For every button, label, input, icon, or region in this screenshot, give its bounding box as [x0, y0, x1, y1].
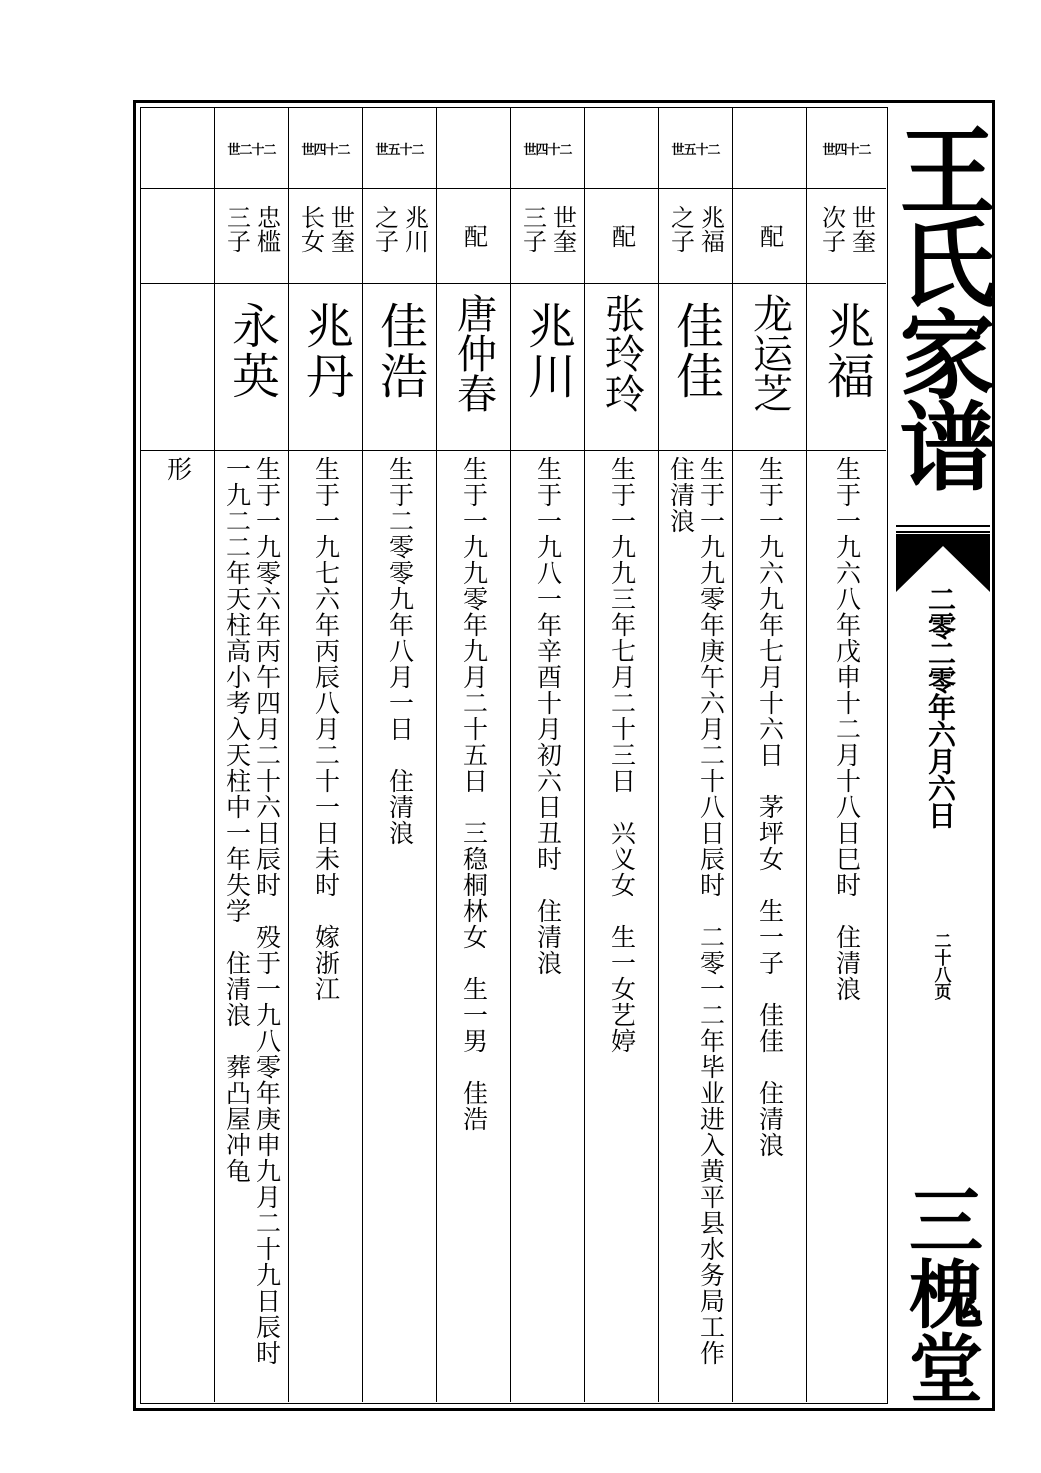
name-cell [659, 283, 732, 450]
desc-text: 生于一九九零年庚午六月二十八日辰时 二零一二年毕业进入黄平县水务局工作 住清浪 [666, 456, 726, 1392]
generation-cell [733, 108, 806, 188]
generation-cell [289, 108, 362, 188]
relation-cell [215, 188, 288, 283]
entry-column [511, 108, 585, 1402]
desc-text: 生于一九九三年七月二十三日 兴义女 生一女艺婷 [607, 456, 637, 1054]
desc-text: 生于一九九零年九月二十五日 三稳桐林女 生一男 佳浩 [459, 456, 489, 1132]
desc-cell [659, 450, 732, 1400]
entry-column [807, 108, 886, 1402]
generation-label: 世四十二 [301, 142, 350, 158]
title-block [884, 121, 997, 489]
generation-cell [215, 108, 288, 188]
person-name: 唐仲春 [450, 293, 497, 413]
person-name: 佳佳 [667, 301, 724, 401]
relation-label: 世奎次子 [817, 204, 876, 253]
name-cell [807, 283, 886, 450]
relation-cell [289, 188, 362, 283]
title-banner [884, 107, 997, 1404]
person-name: 兆福 [818, 301, 875, 401]
person-name: 佳浩 [371, 301, 428, 401]
generation-cell [363, 108, 436, 188]
page-block [888, 932, 992, 1000]
desc-text: 形 [163, 456, 193, 482]
desc-text: 生于一九六八年戊申十二月十八日巳时 住清浪 [832, 456, 862, 1002]
person-name: 兆川 [519, 301, 576, 401]
entry-column [437, 108, 511, 1402]
name-cell [289, 283, 362, 450]
desc-text: 生于二零零九年八月一日 住清浪 [385, 456, 415, 846]
relation-cell [659, 188, 732, 283]
fishtail-ornament [896, 532, 990, 592]
relation-label: 兆福之子 [666, 204, 725, 253]
relation-cell [807, 188, 886, 283]
relation-cell [363, 188, 436, 283]
desc-text: 生于一九零六年丙午四月二十六日辰时 殁于一九八零年庚申九月二十九日辰时 一九二二年天柱高小考入天柱中一年失学 住清浪 葬凸屋冲龟 [222, 456, 282, 1392]
name-cell [585, 283, 658, 450]
entry-column [363, 108, 437, 1402]
generation-label: 世四十二 [822, 142, 871, 158]
desc-cell [733, 450, 806, 1400]
generation-cell [585, 108, 658, 188]
title-rule [896, 525, 990, 527]
relation-cell [511, 188, 584, 283]
desc-cell [289, 450, 362, 1400]
name-cell [437, 283, 510, 450]
book-title: 王氏家谱 [884, 121, 997, 489]
desc-text: 生于一九八一年辛酉十月初六日丑时 住清浪 [533, 456, 563, 976]
name-cell [511, 283, 584, 450]
compile-date: 二零二零年六月六日 [924, 585, 957, 828]
desc-cell [807, 450, 886, 1400]
relation-label: 世奎三子 [518, 204, 577, 253]
generation-cell [511, 108, 584, 188]
generation-label: 世四十二 [523, 142, 572, 158]
relation-cell [585, 188, 658, 283]
generation-cell [437, 108, 510, 188]
person-name: 张玲玲 [598, 293, 645, 413]
desc-text: 生于一九六九年七月十六日 茅坪女 生一子 佳佳 住清浪 [755, 456, 785, 1158]
desc-cell [511, 450, 584, 1400]
hall-block [888, 1182, 992, 1404]
desc-cell [215, 450, 288, 1400]
relation-label: 兆川之子 [370, 204, 429, 253]
name-cell [215, 283, 288, 450]
generation-label: 世五十二 [375, 142, 424, 158]
name-cell [363, 283, 436, 450]
name-cell [733, 283, 806, 450]
relation-cell [733, 188, 806, 283]
desc-cell [363, 450, 436, 1400]
person-name: 永英 [223, 301, 280, 401]
extra-column [141, 108, 215, 1402]
relation-label: 世奎长女 [296, 204, 355, 253]
hall-name: 三槐堂 [897, 1182, 983, 1404]
genealogy-table [141, 108, 886, 1402]
date-block [888, 585, 992, 828]
person-name: 龙运芝 [746, 293, 793, 413]
desc-cell [585, 450, 658, 1400]
relation-label: 配 [607, 223, 636, 248]
entry-column [733, 108, 807, 1402]
relation-label: 配 [755, 223, 784, 248]
desc-text: 生于一九七六年丙辰八月二十一日未时 嫁浙江 [311, 456, 341, 1002]
person-name: 兆丹 [297, 301, 354, 401]
generation-cell [807, 108, 886, 188]
entry-column [289, 108, 363, 1402]
relation-label: 配 [459, 223, 488, 248]
relation-cell [437, 188, 510, 283]
page-number: 二十八页 [930, 932, 951, 1000]
relation-label: 忠槛三子 [222, 204, 281, 253]
entry-column [659, 108, 733, 1402]
desc-cell [141, 450, 214, 1400]
generation-label: 世五十二 [671, 142, 720, 158]
desc-cell [437, 450, 510, 1400]
entry-column [215, 108, 289, 1402]
generation-label: 世二十二 [227, 142, 276, 158]
generation-cell [659, 108, 732, 188]
entry-column [585, 108, 659, 1402]
